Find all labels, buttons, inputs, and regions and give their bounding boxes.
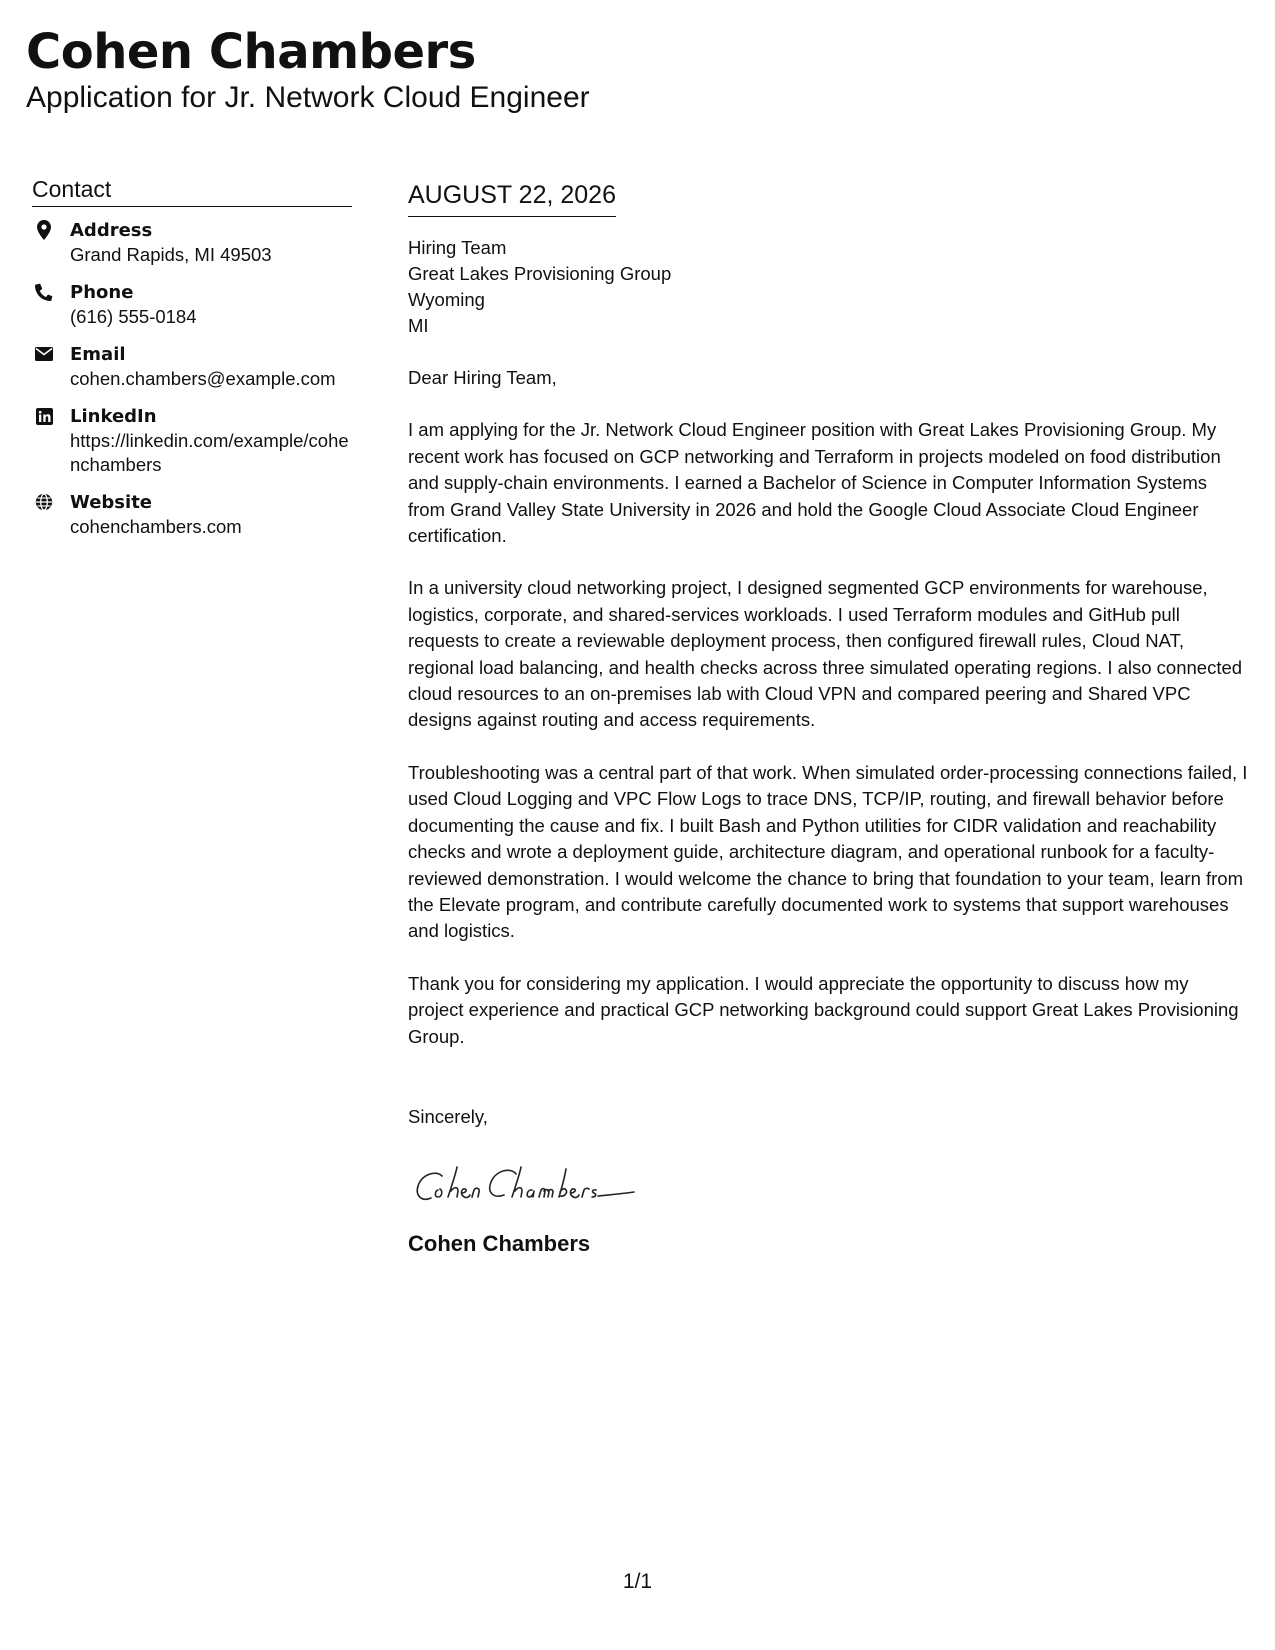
contact-label-address: Address (70, 220, 153, 241)
contact-value-website[interactable]: cohenchambers.com (70, 516, 242, 537)
contact-heading: Contact (32, 174, 352, 207)
letter-body (408, 178, 1248, 1258)
contact-website (32, 491, 352, 539)
recipient-line: Great Lakes Provisioning Group (408, 263, 672, 284)
contact-label-linkedin: LinkedIn (70, 406, 157, 427)
linkedin-icon (34, 406, 54, 426)
letter-header (26, 22, 590, 116)
contact-sidebar (32, 174, 352, 553)
recipient-line: Hiring Team (408, 237, 507, 258)
contact-phone (32, 281, 352, 329)
contact-label-email: Email (70, 344, 126, 365)
contact-value-address: Grand Rapids, MI 49503 (70, 244, 272, 265)
letter-closing: Sincerely, (408, 1105, 488, 1127)
recipient-line: MI (408, 315, 429, 336)
letter-greeting: Dear Hiring Team, (408, 367, 557, 388)
letter-paragraph: Troubleshooting was a central part of that work. When simulated order-processing connections failed, I used Cloud Logging and VPC Flow Logs to trace DNS, TCP/IP, routing, and firewall behavior before documenting the cause and fix. I built Bash and Python utilities for CIDR validation and reachability checks and wrote a deployment guide, architecture diagram, and operational runbook for a faculty-reviewed demonstration. I would welcome the chance to bring that foundation to your team, learn from the Elevate program, and contribute carefully documented work to systems that support warehouses and logistics. (408, 761, 1248, 942)
phone-icon (34, 282, 54, 302)
letter-date: AUGUST 22, 2026 (408, 178, 616, 217)
envelope-icon (34, 344, 54, 364)
letter-paragraph: In a university cloud networking project, I designed segmented GCP environments for warehouse, logistics, corporate, and shared-services workloads. I used Terraform modules and GitHub pull requests to create a reviewable deployment process, then configured firewall rules, Cloud NAT, regional load balancing, and health checks across three simulated operating regions. I also connected cloud resources to an on-premises lab with Cloud VPN and compared peering and Shared VPC designs against routing and access requirements. (408, 577, 1243, 731)
page-number: 1/1 (622, 1570, 653, 1593)
handwritten-signature (408, 1154, 1248, 1214)
contact-address (32, 219, 352, 267)
letter-paragraph: Thank you for considering my application. I would appreciate the opportunity to discuss how my project experience and practical GCP networking background could support Great Lakes Provisioning Group. (408, 972, 1239, 1047)
recipient-block (408, 235, 1248, 339)
contact-email (32, 343, 352, 391)
contact-label-phone: Phone (70, 282, 134, 303)
contact-label-website: Website (70, 492, 153, 513)
map-pin-icon (34, 220, 54, 240)
contact-value-email[interactable]: cohen.chambers@example.com (70, 368, 336, 389)
signed-name: Cohen Chambers (408, 1231, 591, 1257)
contact-value-linkedin[interactable]: https://linkedin.com/example/cohenchambers (70, 430, 349, 475)
recipient-line: Wyoming (408, 289, 485, 310)
letter-paragraph: I am applying for the Jr. Network Cloud Engineer position with Great Lakes Provisioning Group. My recent work has focused on GCP networking and Terraform in projects modeled on food distribution and supply-chain environments. I earned a Bachelor of Science in Computer Information Systems from Grand Valley State University in 2026 and hold the Google Cloud Associate Cloud Engineer certification. (408, 419, 1221, 547)
contact-value-phone: (616) 555-0184 (70, 306, 197, 327)
applicant-name: Cohen Chambers (26, 24, 476, 80)
globe-icon (34, 492, 54, 512)
contact-linkedin (32, 405, 352, 477)
application-subtitle: Application for Jr. Network Cloud Engineer (26, 81, 590, 114)
